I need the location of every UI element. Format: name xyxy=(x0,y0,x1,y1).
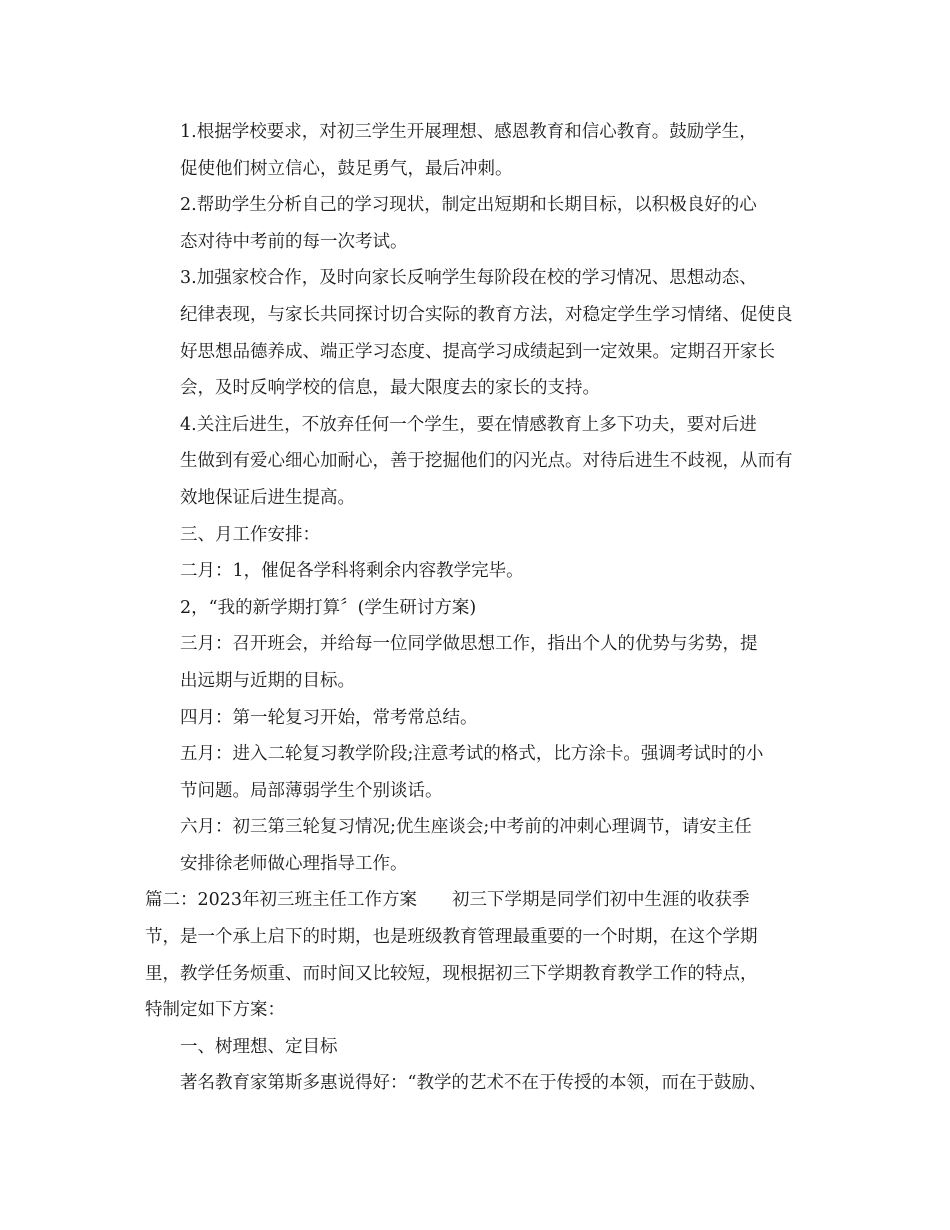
text-line: 3.加强家校合作，及时向家长反响学生每阶段在校的学习情况、思想动态、 xyxy=(180,268,757,289)
paragraph xyxy=(145,626,810,699)
text-line: 二月：1，催促各学科将剩余内容教学完毕。 xyxy=(180,561,524,582)
text-line: 好思想品德养成、端正学习态度、提高学习成绩起到一定效果。定期召开家长 xyxy=(180,341,775,362)
text-line: 促使他们树立信心，鼓足勇气，最后冲刺。 xyxy=(180,158,513,179)
text-line: 出远期与近期的目标。 xyxy=(180,670,355,691)
text-line: 四月：第一轮复习开始，常考常总结。 xyxy=(180,707,478,728)
text-line: 六月：初三第三轮复习情况;优生座谈会;中考前的冲刺心理调节，请安主任 xyxy=(180,817,752,838)
paragraph xyxy=(145,809,810,882)
paragraph xyxy=(145,407,810,517)
paragraph xyxy=(145,700,810,737)
text-line: 安排徐老师做心理指导工作。 xyxy=(180,853,408,874)
text-line: 特制定如下方案： xyxy=(145,1000,285,1021)
text-line: 节问题。局部薄弱学生个别谈话。 xyxy=(180,780,443,801)
document-body xyxy=(145,114,810,1102)
paragraph xyxy=(145,260,810,406)
paragraph xyxy=(145,517,810,554)
paragraph xyxy=(145,882,810,1028)
paragraph xyxy=(145,114,810,187)
paragraph xyxy=(145,590,810,627)
text-line: 纪律表现，与家长共同探讨切合实际的教育方法，对稳定学生学习情绪、促使良 xyxy=(180,304,793,325)
text-line: 里，教学任务烦重、而时间又比较短，现根据初三下学期教育教学工作的特点， xyxy=(145,963,758,984)
text-line: 2，“我的新学期打算〞(学生研讨方案) xyxy=(180,597,477,618)
paragraph xyxy=(145,736,810,809)
text-line: 效地保证后进生提高。 xyxy=(180,487,355,508)
text-line: 态对待中考前的每一次考试。 xyxy=(180,231,408,252)
paragraph xyxy=(145,1029,810,1066)
text-line: 1.根据学校要求，对初三学生开展理想、感恩教育和信心教育。鼓励学生， xyxy=(180,122,757,142)
paragraph xyxy=(145,553,810,590)
text-line: 4.关注后进生，不放弃任何一个学生，要在情感教育上多下功夫，要对后进 xyxy=(180,414,757,435)
text-line: 一、树理想、定目标 xyxy=(180,1036,338,1057)
text-line: 生做到有爱心细心加耐心，善于挖掘他们的闪光点。对待后进生不歧视，从而有 xyxy=(180,451,793,472)
text-line: 五月：进入二轮复习教学阶段;注意考试的格式，比方涂卡。强调考试时的小 xyxy=(180,744,764,765)
text-line: 会，及时反响学校的信息，最大限度去的家长的支持。 xyxy=(180,378,600,399)
text-line: 节，是一个承上启下的时期，也是班级教育管理最重要的一个时期，在这个学期 xyxy=(145,927,758,948)
paragraph xyxy=(145,187,810,260)
text-line: 三、月工作安排： xyxy=(180,524,320,545)
text-line: 著名教育家第斯多惠说得好：“教学的艺术不在于传授的本领，而在于鼓励、 xyxy=(180,1073,767,1094)
text-line: 2.帮助学生分析自己的学习现状，制定出短期和长期目标，以积极良好的心 xyxy=(180,195,757,216)
paragraph xyxy=(145,1065,810,1102)
text-line: 篇二：2023年初三班主任工作方案 初三下学期是同学们初中生涯的收获季 xyxy=(145,890,750,911)
text-line: 三月：召开班会，并给每一位同学做思想工作，指出个人的优势与劣势，提 xyxy=(180,634,758,655)
